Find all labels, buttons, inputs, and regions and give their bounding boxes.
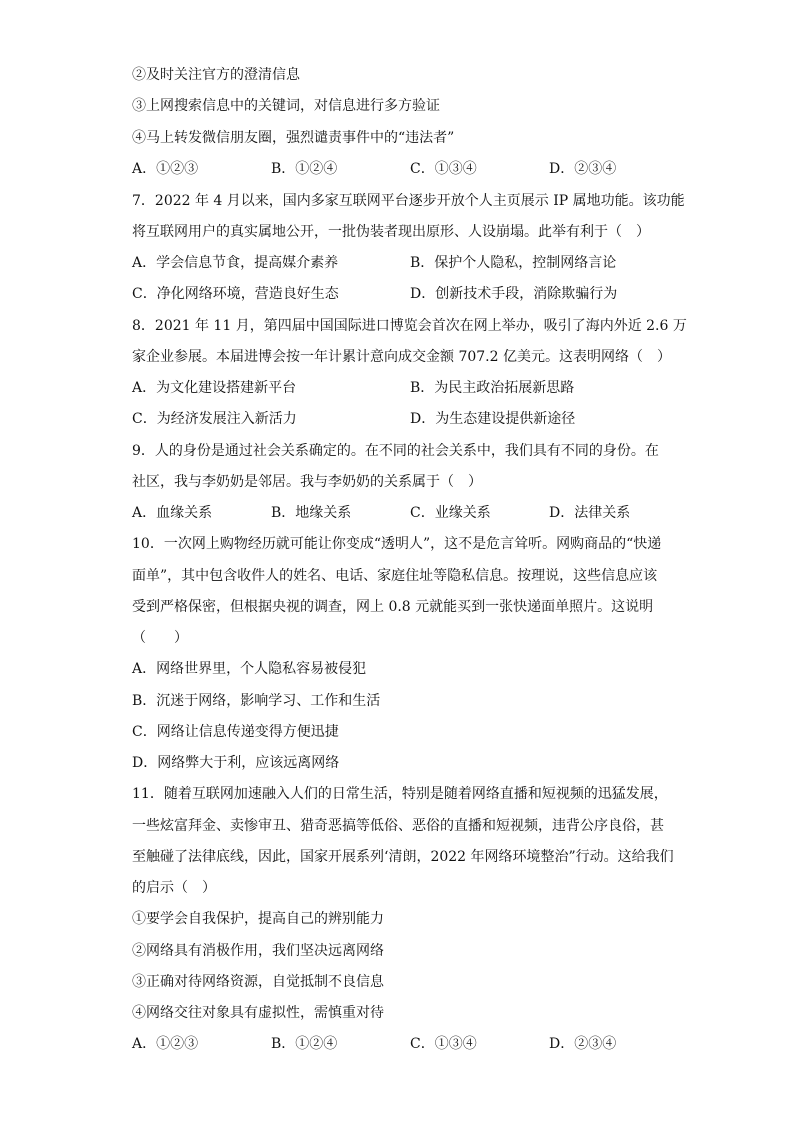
- q11-option-b: B．①②④: [271, 1036, 338, 1052]
- q7-stem-line-2: 将互联网用户的真实属地公开，一批伪装者现出原形、人设崩塌。此举有利于（ ）: [132, 224, 650, 240]
- q11-stem-line-3: 至触碰了法律底线，因此，国家开展系列‘清朗，2022 年网络环境整治”行动。这给我们: [132, 849, 674, 865]
- q10-stem-line-4: （ ）: [132, 630, 188, 646]
- q9-option-a: A．血缘关系: [132, 505, 213, 521]
- q11-option-d: D．②③④: [549, 1036, 617, 1052]
- q11-stem-line-1: 11．随着互联网加速融入人们的日常生活，特别是随着网络直播和短视频的迅猛发展，: [132, 786, 668, 802]
- q10-stem-line-2: 面单”，其中包含收件人的姓名、电话、家庭住址等隐私信息。按理说，这些信息应该: [132, 568, 658, 584]
- q11-item-3: ③正确对待网络资源，自觉抵制不良信息: [132, 974, 384, 990]
- q6-option-a: A．①②③: [132, 161, 199, 177]
- q10-option-d: D．网络弊大于利，应该远离网络: [132, 755, 340, 771]
- q6-item-2: ②及时关注官方的澄清信息: [132, 67, 300, 83]
- q7-option-c: C．净化网络环境，营造良好生态: [132, 286, 339, 302]
- q7-option-b: B．保护个人隐私，控制网络言论: [410, 255, 617, 271]
- q10-option-a: A．网络世界里，个人隐私容易被侵犯: [132, 661, 367, 677]
- q11-item-2: ②网络具有消极作用，我们坚决远离网络: [132, 943, 384, 959]
- q9-option-b: B．地缘关系: [271, 505, 352, 521]
- q9-option-d: D．法律关系: [549, 505, 631, 521]
- q8-option-c: C．为经济发展注入新活力: [132, 411, 297, 427]
- q10-option-c: C．网络让信息传递变得方便迅捷: [132, 724, 339, 740]
- q9-option-c: C．业缘关系: [410, 505, 491, 521]
- q11-option-c: C．①③④: [410, 1036, 477, 1052]
- q11-item-4: ④网络交往对象具有虚拟性，需慎重对待: [132, 1005, 384, 1021]
- q11-item-1: ①要学会自我保护，提高自己的辨别能力: [132, 911, 384, 927]
- q6-item-4: ④马上转发微信朋友圈，强烈谴责事件中的“违法者”: [132, 130, 455, 146]
- q6-option-d: D．②③④: [549, 161, 617, 177]
- q8-option-b: B．为民主政治拓展新思路: [410, 380, 575, 396]
- q6-option-c: C．①③④: [410, 161, 477, 177]
- q10-stem-line-1: 10．一次网上购物经历就可能让你变成“透明人”，这不是危言耸听。网购商品的“快递: [132, 536, 662, 552]
- q7-stem-line-1: 7．2022 年 4 月以来，国内多家互联网平台逐步开放个人主页展示 IP 属地功能。该功能: [132, 193, 685, 209]
- q7-option-a: A．学会信息节食，提高媒介素养: [132, 255, 339, 271]
- q6-option-b: B．①②④: [271, 161, 338, 177]
- q8-option-a: A．为文化建设搭建新平台: [132, 380, 297, 396]
- q10-option-b: B．沉迷于网络，影响学习、工作和生活: [132, 693, 381, 709]
- q6-item-3: ③上网搜索信息中的关键词，对信息进行多方验证: [132, 98, 440, 114]
- q11-stem-line-4: 的启示（ ）: [132, 880, 216, 896]
- q8-stem-line-1: 8．2021 年 11 月，第四届中国国际进口博览会首次在网上举办，吸引了海内外近 2.6 万: [132, 318, 687, 334]
- q8-stem-line-2: 家企业参展。本届进博会按一年计累计意向成交金额 707.2 亿美元。这表明网络（ ）: [132, 349, 671, 365]
- q8-option-d: D．为生态建设提供新途径: [410, 411, 576, 427]
- q11-stem-line-2: 一些炫富拜金、卖惨审丑、猎奇恶搞等低俗、恶俗的直播和短视频，违背公序良俗，甚: [132, 818, 664, 834]
- q9-stem-line-2: 社区，我与李奶奶是邻居。我与李奶奶的关系属于（ ）: [132, 474, 482, 490]
- q10-stem-line-3: 受到严格保密，但根据央视的调查，网上 0.8 元就能买到一张快递面单照片。这说明: [132, 599, 654, 615]
- q11-option-a: A．①②③: [132, 1036, 199, 1052]
- q9-stem-line-1: 9．人的身份是通过社会关系确定的。在不同的社会关系中，我们具有不同的身份。在: [132, 443, 659, 459]
- q7-option-d: D．创新技术手段，消除欺骗行为: [410, 286, 618, 302]
